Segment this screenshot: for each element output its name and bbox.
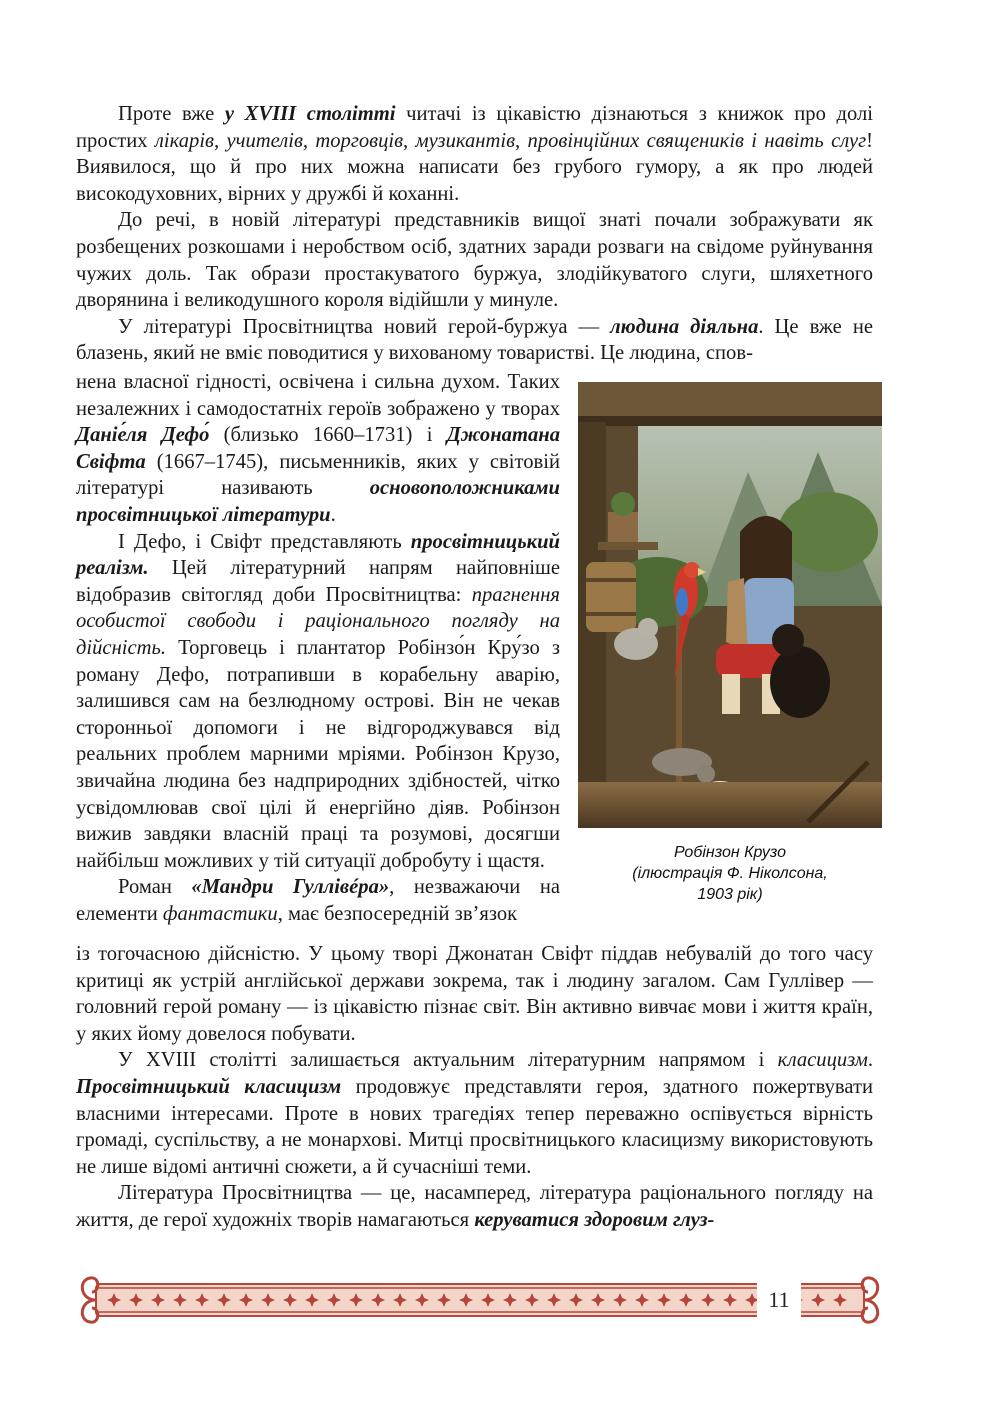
- caption-line: 1903 рік): [697, 886, 763, 903]
- paragraph: [76, 369, 560, 529]
- emphasis: «Мандри Гуллівéра»: [191, 876, 390, 899]
- paragraph: [76, 874, 560, 927]
- text: Цей літературний напрям найповніше відобразив світогляд доби Просвітництва:: [76, 557, 560, 606]
- emphasis: просвітницький реалізм.: [76, 530, 560, 580]
- emphasis: основоположниками просвітницької літератури: [76, 477, 560, 526]
- italic-text: класицизм: [777, 1049, 868, 1072]
- paragraph: [76, 101, 873, 207]
- emphasis: людина діяльна: [610, 315, 759, 338]
- italic-text: фантастики: [162, 902, 278, 925]
- robinson-crusoe-illustration: [578, 382, 882, 828]
- paragraph: До речі, в новій літературі представників вищої знаті почали зображувати як розбещених розкошами і неробством осіб, здатних заради розваги на свідоме руйнування чужих доль. Так образи простакуватого буржуа, злодійкуватого слуги, шляхетного дворянина і великодушного короля відійшли у минуле.: [76, 209, 873, 312]
- caption-line: (ілюстрація Ф. Ніколсона,: [632, 865, 828, 882]
- text: (близько 1660–1731) і: [209, 424, 447, 447]
- text: Проте вже: [118, 103, 225, 125]
- text: Роман: [118, 876, 192, 899]
- text-block-left: [76, 369, 560, 927]
- text: .: [867, 1049, 873, 1072]
- paragraph: [76, 1047, 873, 1180]
- text: Торговець і плантатор Робінзо́н Кру́зо з роману Дефо, потрапивши в корабельну аварію, залишився сам на безлюдному острові. Він не чекав сторонньої допомоги і не відгороджувався від реальних проблем марними мріями. Робінзон Крузо, звичайна людина без надприродних здібностей, чітко усвідомлював свої цілі й енергійно діяв. Робінзон вижив завдяки власній праці та розумові, досягши найбільш можливих у тій ситуації добробуту і щастя.: [76, 636, 560, 872]
- italic-text: прагнення особистої свободи і раціонального погляду на дійсність.: [76, 583, 560, 659]
- paragraph: [76, 314, 873, 367]
- emphasis: у XVIII столітті: [224, 103, 396, 125]
- emphasis: Просвітницький класицизм: [76, 1075, 342, 1098]
- page-number: 11: [757, 1282, 801, 1318]
- figure-caption: [578, 842, 882, 905]
- illustration-image: [578, 382, 882, 828]
- paragraph: із тогочасною дійсністю. У цьому творі Джонатан Свіфт піддав небувалій до того часу критиці як устрій англійської держави зокрема, так і людину загалом. Сам Гуллівер — головний герой роману — із цікавістю пізнає світ. Він активно вивчає мови і життя країн, у яких йому довелося побувати.: [76, 943, 873, 1045]
- text: У літературі Просвітництва новий герой-буржуа —: [118, 315, 611, 338]
- text: (1667–1745), письменників, яких у світовій літературі називають: [76, 450, 560, 500]
- text: Література Просвітництва — це, насамперед, література раціонального погляду на життя, де герої художніх творів намагаються: [76, 1182, 873, 1231]
- text: І Дефо, і Свіфт представляють: [118, 530, 411, 553]
- text-block-top: [76, 101, 873, 367]
- text: продовжує представляти героя, здатного пожертвувати власними інтересами. Проте в нових трагедіях тепер переважно оспівується вірність громаді, суспільству, а не монархові. Митці просвітницького класицизму використовують не лише відомі античні сюжети, а й сучасніші теми.: [76, 1075, 873, 1178]
- text: .: [330, 503, 336, 526]
- text: ! Виявилося, що й про них можна написати без грубого гумору, а як про людей високодуховних, вірних у дружбі й коханні.: [76, 129, 873, 205]
- text: читачі із цікавістю дізнаються з книжок про долі простих: [76, 103, 874, 152]
- emphasis: керуватися здоровим глуз-: [474, 1208, 715, 1231]
- text: . Це вже не блазень, який не вміє поводитися у вихованому товаристві. Це людина, спов-: [76, 315, 873, 365]
- text: , має безпосередній зв’язок: [277, 902, 518, 925]
- text-block-bottom: [76, 941, 873, 1234]
- text: У XVIII столітті залишається актуальним літературним напрямом і: [118, 1049, 778, 1072]
- text: нена власної гідності, освічена і сильна духом. Таких незалежних і самодостатніх героїв зображено у творах: [76, 371, 560, 420]
- emphasis: Джонатана Свіфта: [76, 424, 560, 473]
- italic-text: лікарів, учителів, торговців, музикантів, провінційних священиків і навіть слуг: [154, 129, 867, 152]
- emphasis: Даніе́ля Дефо́: [76, 424, 210, 447]
- paragraph: [76, 1180, 873, 1233]
- text: , незважаючи на елементи: [76, 876, 560, 925]
- paragraph: [76, 529, 560, 875]
- caption-line: Робінзон Крузо: [673, 844, 787, 861]
